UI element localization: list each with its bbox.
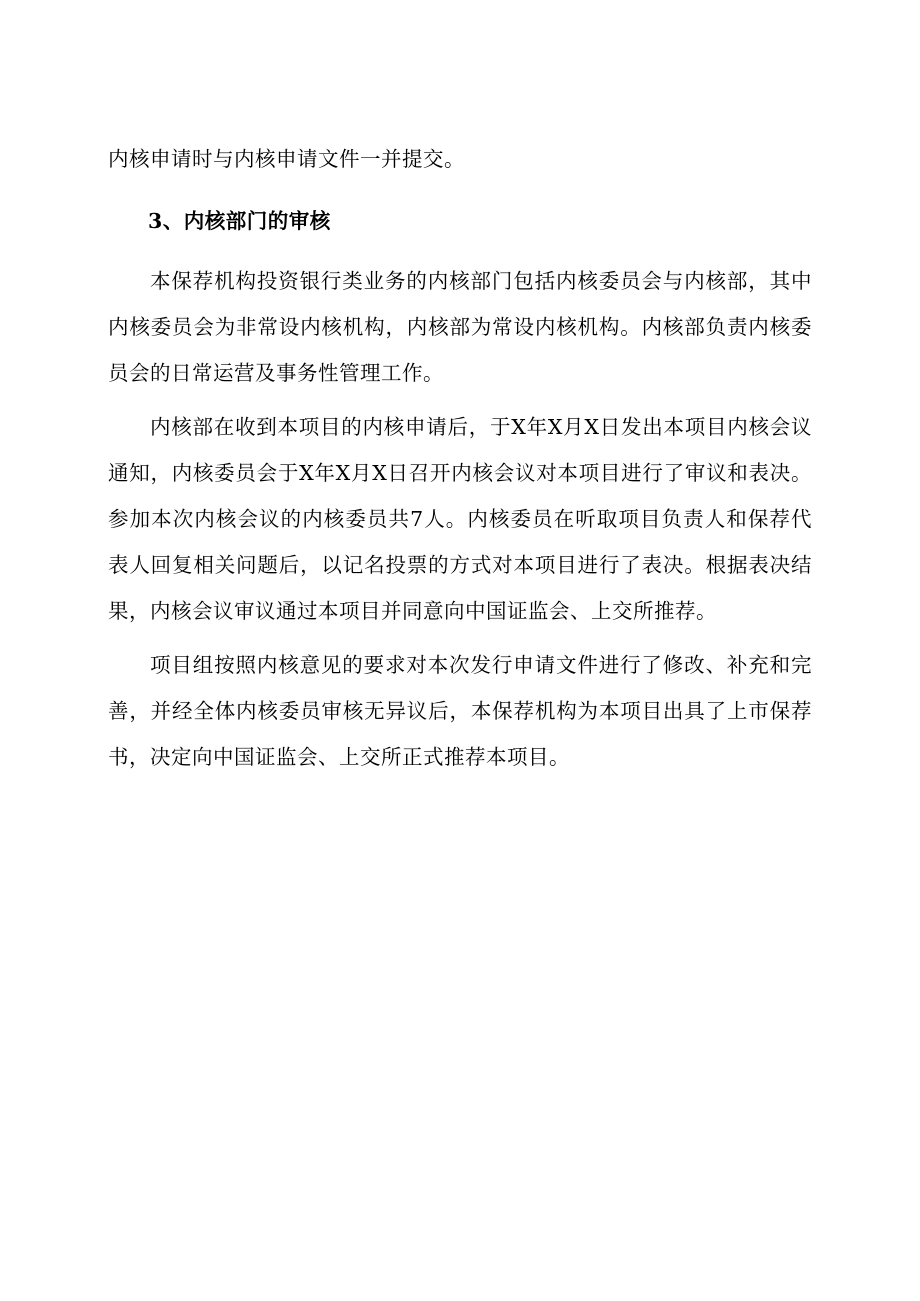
continuation-line: 内核申请时与内核申请文件一并提交。 [108,147,465,171]
paragraph-recommendation: 项目组按照内核意见的要求对本次发行申请文件进行了修改、补充和完善，并经全体内核委员审核无异议后，本保荐机构为本项目出具了上市保荐书，决定向中国证监会、上交所正式推荐本项目。 [108,653,812,769]
paragraph-review-departments: 本保荐机构投资银行类业务的内核部门包括内核委员会与内核部，其中内核委员会为非常设内核机构，内核部为常设内核机构。内核部负责内核委员会的日常运营及事务性管理工作。 [108,269,812,385]
section-heading: 3、内核部门的审核 [148,209,331,233]
paragraph-review-meeting: 内核部在收到本项目的内核申请后，于X年X月X日发出本项目内核会议通知，内核委员会于X年X月X日召开内核会议对本项目进行了审议和表决。参加本次内核会议的内核委员共7人。内核委员在听取项目负责人和保荐代表人回复相关问题后，以记名投票的方式对本项目进行了表决。根据表决结果，内核会议审议通过本项目并同意向中国证监会、上交所推荐。 [108,415,812,623]
document-body [108,136,812,780]
